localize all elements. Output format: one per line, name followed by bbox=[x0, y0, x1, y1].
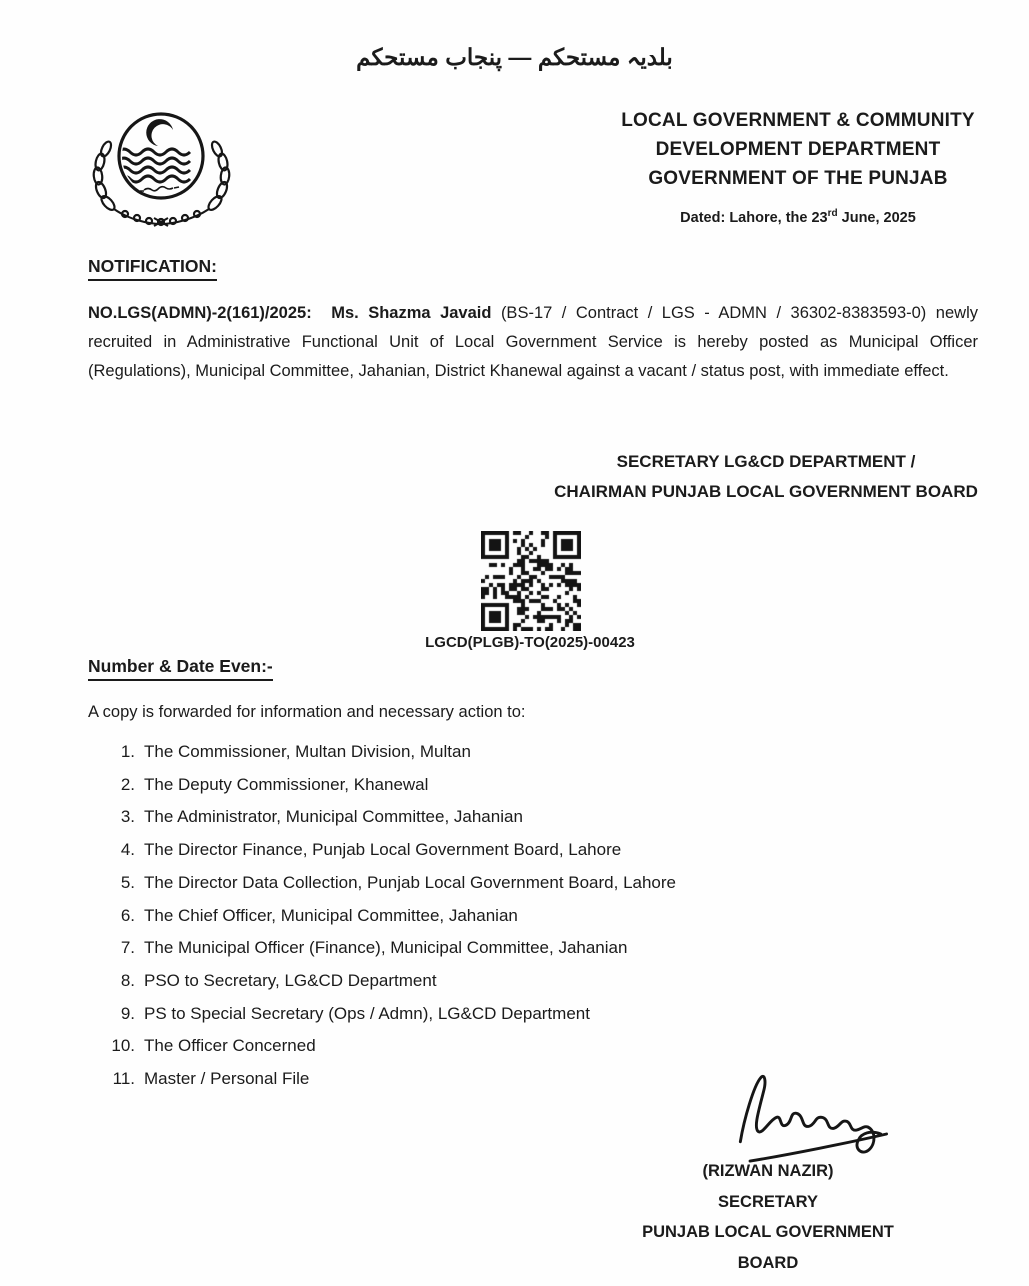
qr-code bbox=[481, 531, 581, 631]
qr-reference-label: LGCD(PLGB)-TO(2025)-00423 bbox=[425, 634, 635, 651]
list-item: 11. Master / Personal File bbox=[112, 1069, 310, 1089]
list-item: 2. The Deputy Commissioner, Khanewal bbox=[120, 774, 429, 794]
authority-line-1: SECRETARY LG&CD DEPARTMENT / bbox=[616, 452, 916, 471]
authority-line-2: CHAIRMAN PUNJAB LOCAL GOVERNMENT BOARD bbox=[554, 482, 978, 501]
signatory-organization: PUNJAB LOCAL GOVERNMENT BOARD bbox=[642, 1223, 894, 1272]
list-item: 3. The Administrator, Municipal Committee, Jahanian bbox=[120, 807, 523, 827]
list-item: 1. The Commissioner, Multan Division, Multan bbox=[120, 742, 471, 761]
body-text: (BS-17 / Contract / LGS - ADMN / 36302-8383593-0) newly recruited in Administrative Functional Unit of Local Government Service is hereby posted as Municipal Officer (Regulations), Municipal Committee, Jahanian, District Khanewal against a vacant / status post, with immediate effect. bbox=[88, 304, 978, 380]
distribution-list bbox=[88, 736, 868, 1096]
urdu-slogan: بلدیہ مستحکم — پنجاب مستحکم bbox=[356, 44, 673, 70]
list-item: 5. The Director Data Collection, Punjab Local Government Board, Lahore bbox=[120, 872, 677, 892]
list-item: 9. PS to Special Secretary (Ops / Admn), LG&CD Department bbox=[120, 1003, 590, 1023]
signatory-name: (RIZWAN NAZIR) bbox=[702, 1162, 834, 1180]
signatory-block bbox=[618, 1156, 918, 1278]
header-line-3: GOVERNMENT OF THE PUNJAB bbox=[648, 168, 948, 189]
list-item: 4. The Director Finance, Punjab Local Government Board, Lahore bbox=[120, 840, 622, 860]
handwritten-signature bbox=[733, 1072, 891, 1164]
notification-body bbox=[88, 299, 978, 386]
header-line-2: DEVELOPMENT DEPARTMENT bbox=[655, 139, 941, 160]
punjab-government-emblem bbox=[88, 106, 235, 228]
list-item: 10. The Officer Concerned bbox=[111, 1036, 316, 1056]
issuing-authority-block bbox=[540, 447, 992, 507]
number-date-heading: Number & Date Even:- bbox=[88, 656, 273, 681]
reference-number: NO.LGS(ADMN)-2(161)/2025: bbox=[88, 304, 312, 322]
list-item: 6. The Chief Officer, Municipal Committee, Jahanian bbox=[120, 905, 518, 925]
list-item: 8. PSO to Secretary, LG&CD Department bbox=[120, 970, 437, 990]
copy-forwarded-intro: A copy is forwarded for information and necessary action to: bbox=[88, 703, 526, 721]
officer-name: Ms. Shazma Javaid bbox=[331, 304, 501, 322]
department-header bbox=[598, 106, 998, 193]
signatory-title: SECRETARY bbox=[718, 1192, 818, 1211]
notification-heading: NOTIFICATION: bbox=[88, 256, 217, 281]
crescent-icon bbox=[146, 119, 173, 146]
list-item: 7. The Municipal Officer (Finance), Municipal Committee, Jahanian bbox=[120, 938, 628, 958]
dated-line: Dated: Lahore, the 23rd June, 2025 bbox=[680, 208, 916, 226]
header-line-1: LOCAL GOVERNMENT & COMMUNITY bbox=[621, 110, 975, 131]
ordinal-suffix: rd bbox=[827, 208, 838, 219]
